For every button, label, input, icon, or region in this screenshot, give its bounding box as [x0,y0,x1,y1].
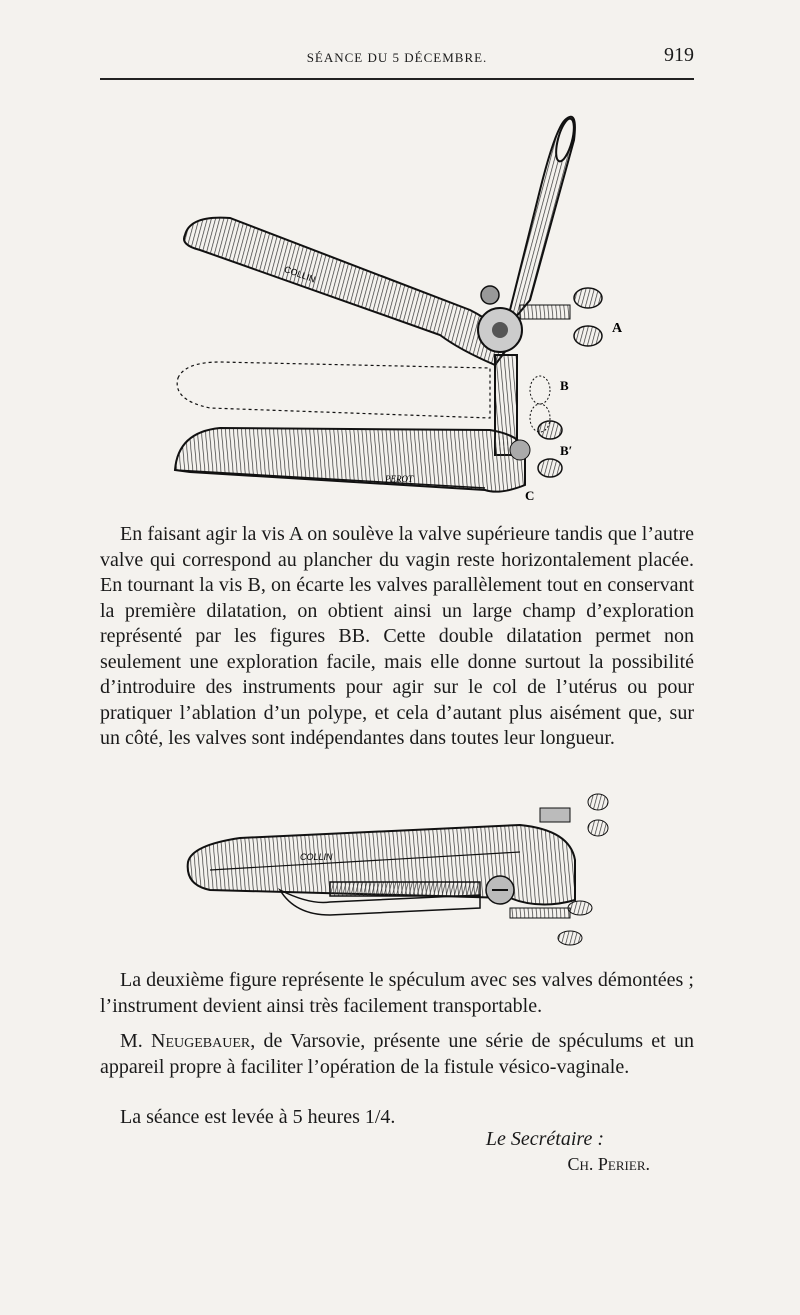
upper-valve [184,218,510,365]
paragraph-neugebauer [100,1029,694,1080]
dotted-valve-outline [177,362,490,418]
upper-valve-engraving: COLLIN [282,264,317,285]
label-a: A [612,321,623,336]
paragraph-closing: La séance est levée à 5 heures 1/4. [120,1106,396,1128]
artist-signature: PEROT [385,474,413,484]
label-c: C [525,488,535,503]
running-title: SÉANCE DU 5 DÉCEMBRE. [306,50,488,65]
paragraph-figure2-caption: La deuxième figure représente le spéculum avec ses valves démontées ; l’instrument devient ainsi très facilement transportable. [100,969,694,1017]
dismounted-valve-engraving: COLLIN [300,852,333,862]
speculum-figure-dismounted [180,790,610,960]
speculum-figure-assembled [160,100,630,510]
paragraph-description: En faisant agir la vis A on soulève la valve supérieure tandis que l’autre valve qui correspond au plancher du vagin reste horizontalement placée. En tournant la vis B, on écarte les valves parallèlement tout en conservant la première dilatation, on obtient ainsi un large champ d’exploration représenté par les figures BB. Cette double dilatation permet non seulement une exploration facile, mais elle donne surtout la possibilité d’introduire des instruments pour agir sur le col de l’utérus ou pour pratiquer l’ablation d’un polype, et cela d’autant plus aisément que, sur un côté, les valves sont indépendantes dans toutes leur longueur. [100,523,694,749]
page-header [100,44,694,80]
handle-loop [505,117,577,330]
screw-a [478,286,623,352]
label-b-prime: B′ [560,443,573,458]
author-name: M. Neugebauer [120,1030,251,1052]
label-b: B [560,378,569,393]
header-rule [100,78,694,80]
secretary-role: Le Secrétaire : [485,1128,604,1150]
page-number: 919 [664,44,694,66]
secretary-name: Ch. Perier. [567,1154,650,1174]
lower-valve [175,428,525,492]
paragraph3-text: , de Varsovie, présente une série de spéculums et un appareil propre à faciliter l’opération de la fistule vésico-vaginale. [100,1030,694,1078]
